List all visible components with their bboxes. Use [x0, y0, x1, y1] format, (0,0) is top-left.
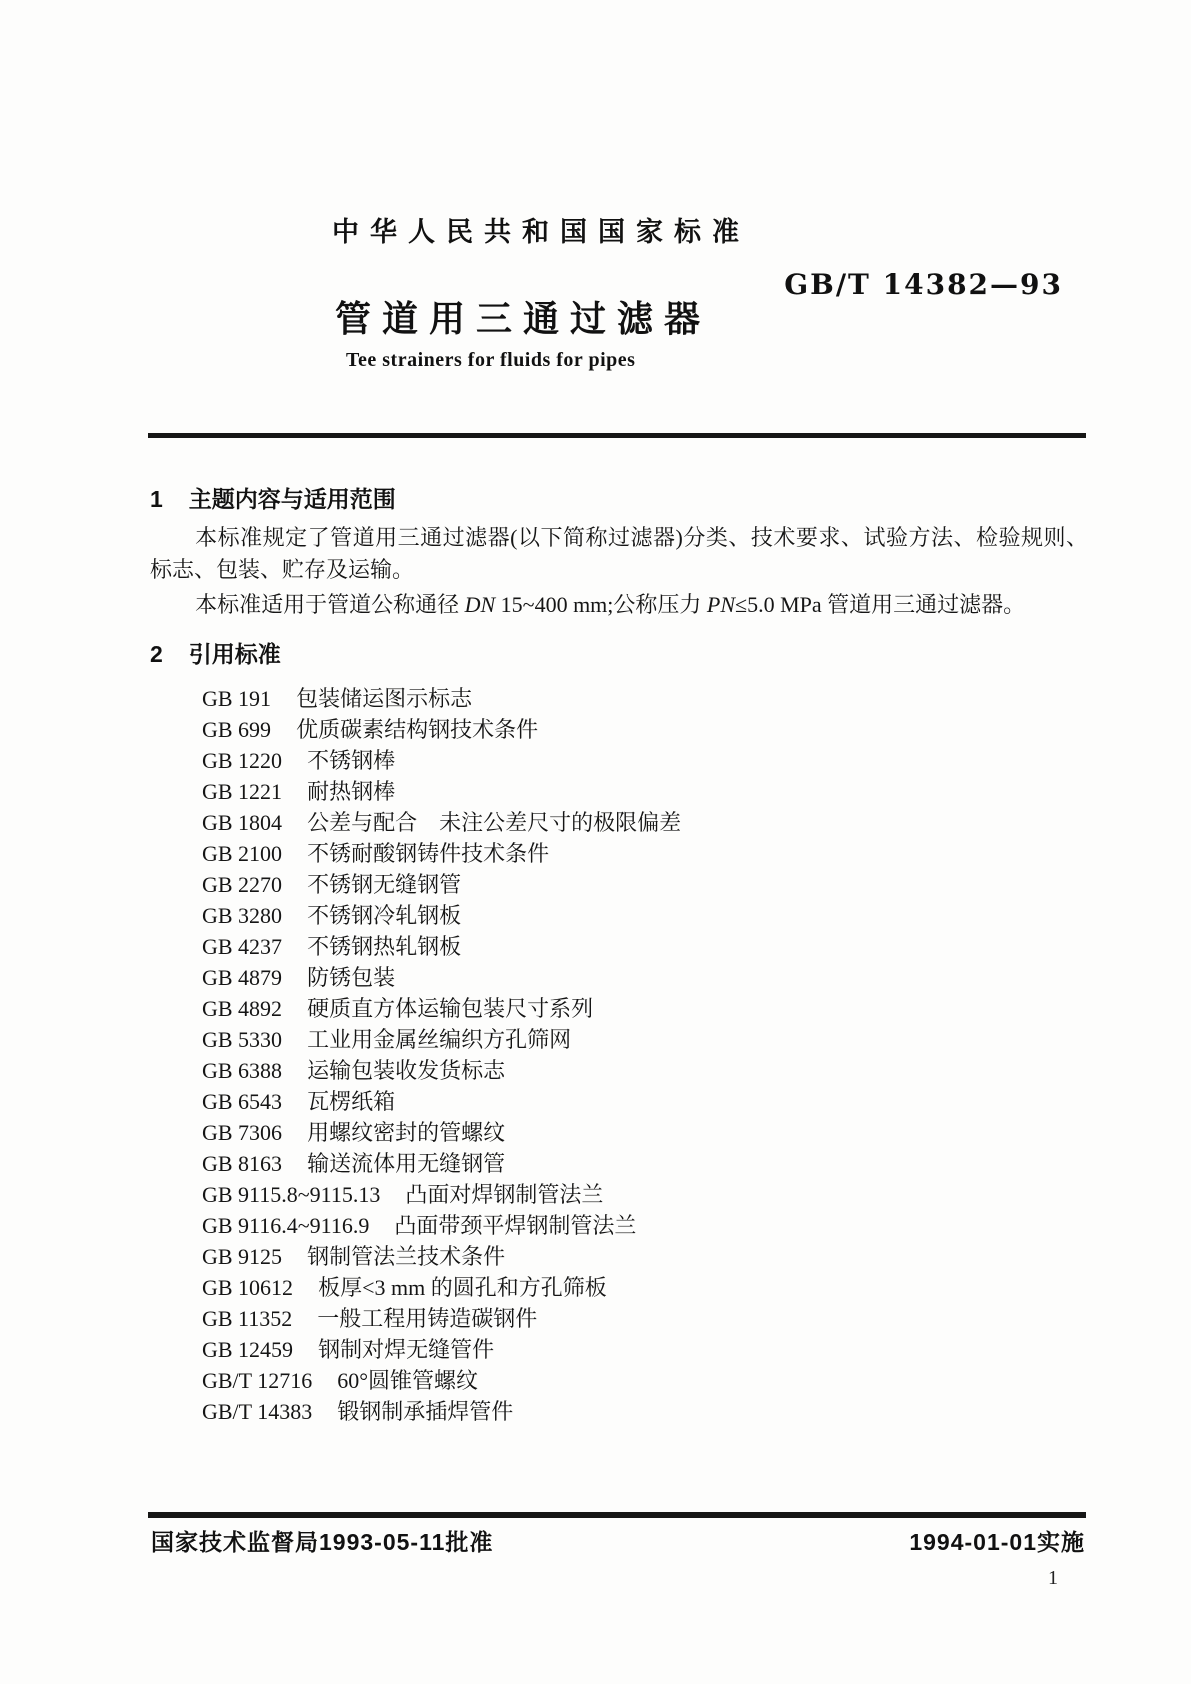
header-divider-rule — [148, 433, 1086, 438]
section-1-title: 主题内容与适用范围 — [188, 486, 396, 512]
reference-code: GB 9115.8~9115.13 — [202, 1182, 381, 1207]
reference-code: GB 4879 — [202, 965, 283, 990]
document-title: 管道用三通过滤器 — [335, 298, 712, 339]
reference-item — [202, 1024, 681, 1055]
reference-item — [202, 745, 681, 776]
reference-item — [202, 1241, 681, 1272]
reference-code: GB 4892 — [202, 996, 283, 1021]
reference-standards-list — [202, 683, 681, 1427]
reference-item — [202, 1396, 681, 1427]
reference-code: GB 9125 — [202, 1244, 283, 1269]
reference-item — [202, 838, 681, 869]
reference-title: 不锈钢冷轧钢板 — [307, 903, 462, 928]
reference-item — [202, 683, 681, 714]
reference-code: GB 4237 — [202, 934, 283, 959]
reference-item — [202, 931, 681, 962]
reference-code: GB 6388 — [202, 1058, 283, 1083]
reference-item — [202, 962, 681, 993]
reference-title: 瓦楞纸箱 — [307, 1089, 396, 1114]
reference-code: GB 11352 — [202, 1306, 293, 1331]
reference-title: 一般工程用铸造碳钢件 — [317, 1306, 538, 1331]
reference-code: GB 6543 — [202, 1089, 283, 1114]
reference-code: GB 7306 — [202, 1120, 283, 1145]
reference-title: 耐热钢棒 — [307, 779, 396, 804]
standard-org-title: 中华人民共和国国家标准 — [332, 217, 750, 247]
reference-code: GB 12459 — [202, 1337, 294, 1362]
reference-title: 不锈耐酸钢铸件技术条件 — [307, 841, 550, 866]
reference-title: 不锈钢棒 — [307, 748, 396, 773]
reference-title: 不锈钢无缝钢管 — [307, 872, 462, 897]
reference-item — [202, 900, 681, 931]
reference-code: GB 2100 — [202, 841, 283, 866]
scope-paragraph-2 — [150, 589, 1088, 621]
reference-title: 凸面对焊钢制管法兰 — [405, 1182, 604, 1207]
standard-number: GB/T 14382—93 — [784, 268, 1063, 301]
reference-item — [202, 1272, 681, 1303]
document-title-english: Tee strainers for fluids for pipes — [346, 349, 636, 371]
dn-symbol: DN — [464, 592, 496, 617]
reference-title: 凸面带颈平焊钢制管法兰 — [394, 1213, 637, 1238]
reference-title: 输送流体用无缝钢管 — [307, 1151, 506, 1176]
reference-item — [202, 1055, 681, 1086]
section-2-title: 引用标准 — [188, 641, 281, 667]
reference-code: GB 1220 — [202, 748, 283, 773]
reference-code: GB 191 — [202, 686, 272, 711]
reference-code: GB 2270 — [202, 872, 283, 897]
reference-title: 包装储运图示标志 — [296, 686, 473, 711]
reference-title: 板厚<3 mm 的圆孔和方孔筛板 — [318, 1275, 607, 1300]
reference-title: 优质碳素结构钢技术条件 — [296, 717, 539, 742]
reference-item — [202, 1334, 681, 1365]
reference-title: 用螺纹密封的管螺纹 — [307, 1120, 506, 1145]
reference-title: 锻钢制承插焊管件 — [337, 1399, 514, 1424]
reference-item — [202, 1179, 681, 1210]
scope-text-part: 15~400 mm;公称压力 — [495, 592, 707, 617]
scope-text-part: 本标准适用于管道公称通径 — [195, 592, 465, 617]
reference-title: 工业用金属丝编织方孔筛网 — [307, 1027, 572, 1052]
reference-title: 不锈钢热轧钢板 — [307, 934, 462, 959]
reference-item — [202, 1117, 681, 1148]
section-2-heading — [150, 636, 281, 669]
reference-item — [202, 993, 681, 1024]
reference-item — [202, 714, 681, 745]
reference-code: GB 1804 — [202, 810, 283, 835]
reference-code: GB/T 14383 — [202, 1399, 313, 1424]
reference-item — [202, 1086, 681, 1117]
reference-item — [202, 1365, 681, 1396]
scope-text-part: ≤5.0 MPa 管道用三通过滤器。 — [735, 592, 1026, 617]
reference-code: GB 1221 — [202, 779, 283, 804]
reference-code: GB 9116.4~9116.9 — [202, 1213, 370, 1238]
reference-code: GB 699 — [202, 717, 272, 742]
reference-item — [202, 1303, 681, 1334]
reference-title: 钢制对焊无缝管件 — [318, 1337, 495, 1362]
reference-title: 60°圆锥管螺纹 — [337, 1368, 479, 1393]
pn-symbol: PN — [706, 592, 736, 617]
reference-title: 硬质直方体运输包装尺寸系列 — [307, 996, 594, 1021]
reference-title: 运输包装收发货标志 — [307, 1058, 506, 1083]
section-1-heading — [150, 481, 396, 514]
reference-code: GB 8163 — [202, 1151, 283, 1176]
section-1-number: 1 — [150, 486, 163, 512]
reference-code: GB 3280 — [202, 903, 283, 928]
reference-title: 公差与配合 未注公差尺寸的极限偏差 — [307, 810, 682, 835]
scope-paragraph-1: 本标准规定了管道用三通过滤器(以下简称过滤器)分类、技术要求、试验方法、检验规则、标志、包装、贮存及运输。 — [150, 525, 1088, 582]
reference-item — [202, 869, 681, 900]
implementation-notice: 1994-01-01实施 — [909, 1529, 1085, 1555]
reference-title: 钢制管法兰技术条件 — [307, 1244, 506, 1269]
reference-code: GB 10612 — [202, 1275, 294, 1300]
reference-item — [202, 1210, 681, 1241]
reference-item — [202, 776, 681, 807]
section-2-number: 2 — [150, 641, 163, 667]
reference-code: GB 5330 — [202, 1027, 283, 1052]
reference-item — [202, 807, 681, 838]
reference-title: 防锈包装 — [307, 965, 396, 990]
page-number: 1 — [1048, 1567, 1058, 1589]
approval-notice: 国家技术监督局1993-05-11批准 — [151, 1529, 494, 1555]
reference-code: GB/T 12716 — [202, 1368, 313, 1393]
reference-item — [202, 1148, 681, 1179]
footer-divider-rule — [148, 1512, 1086, 1518]
